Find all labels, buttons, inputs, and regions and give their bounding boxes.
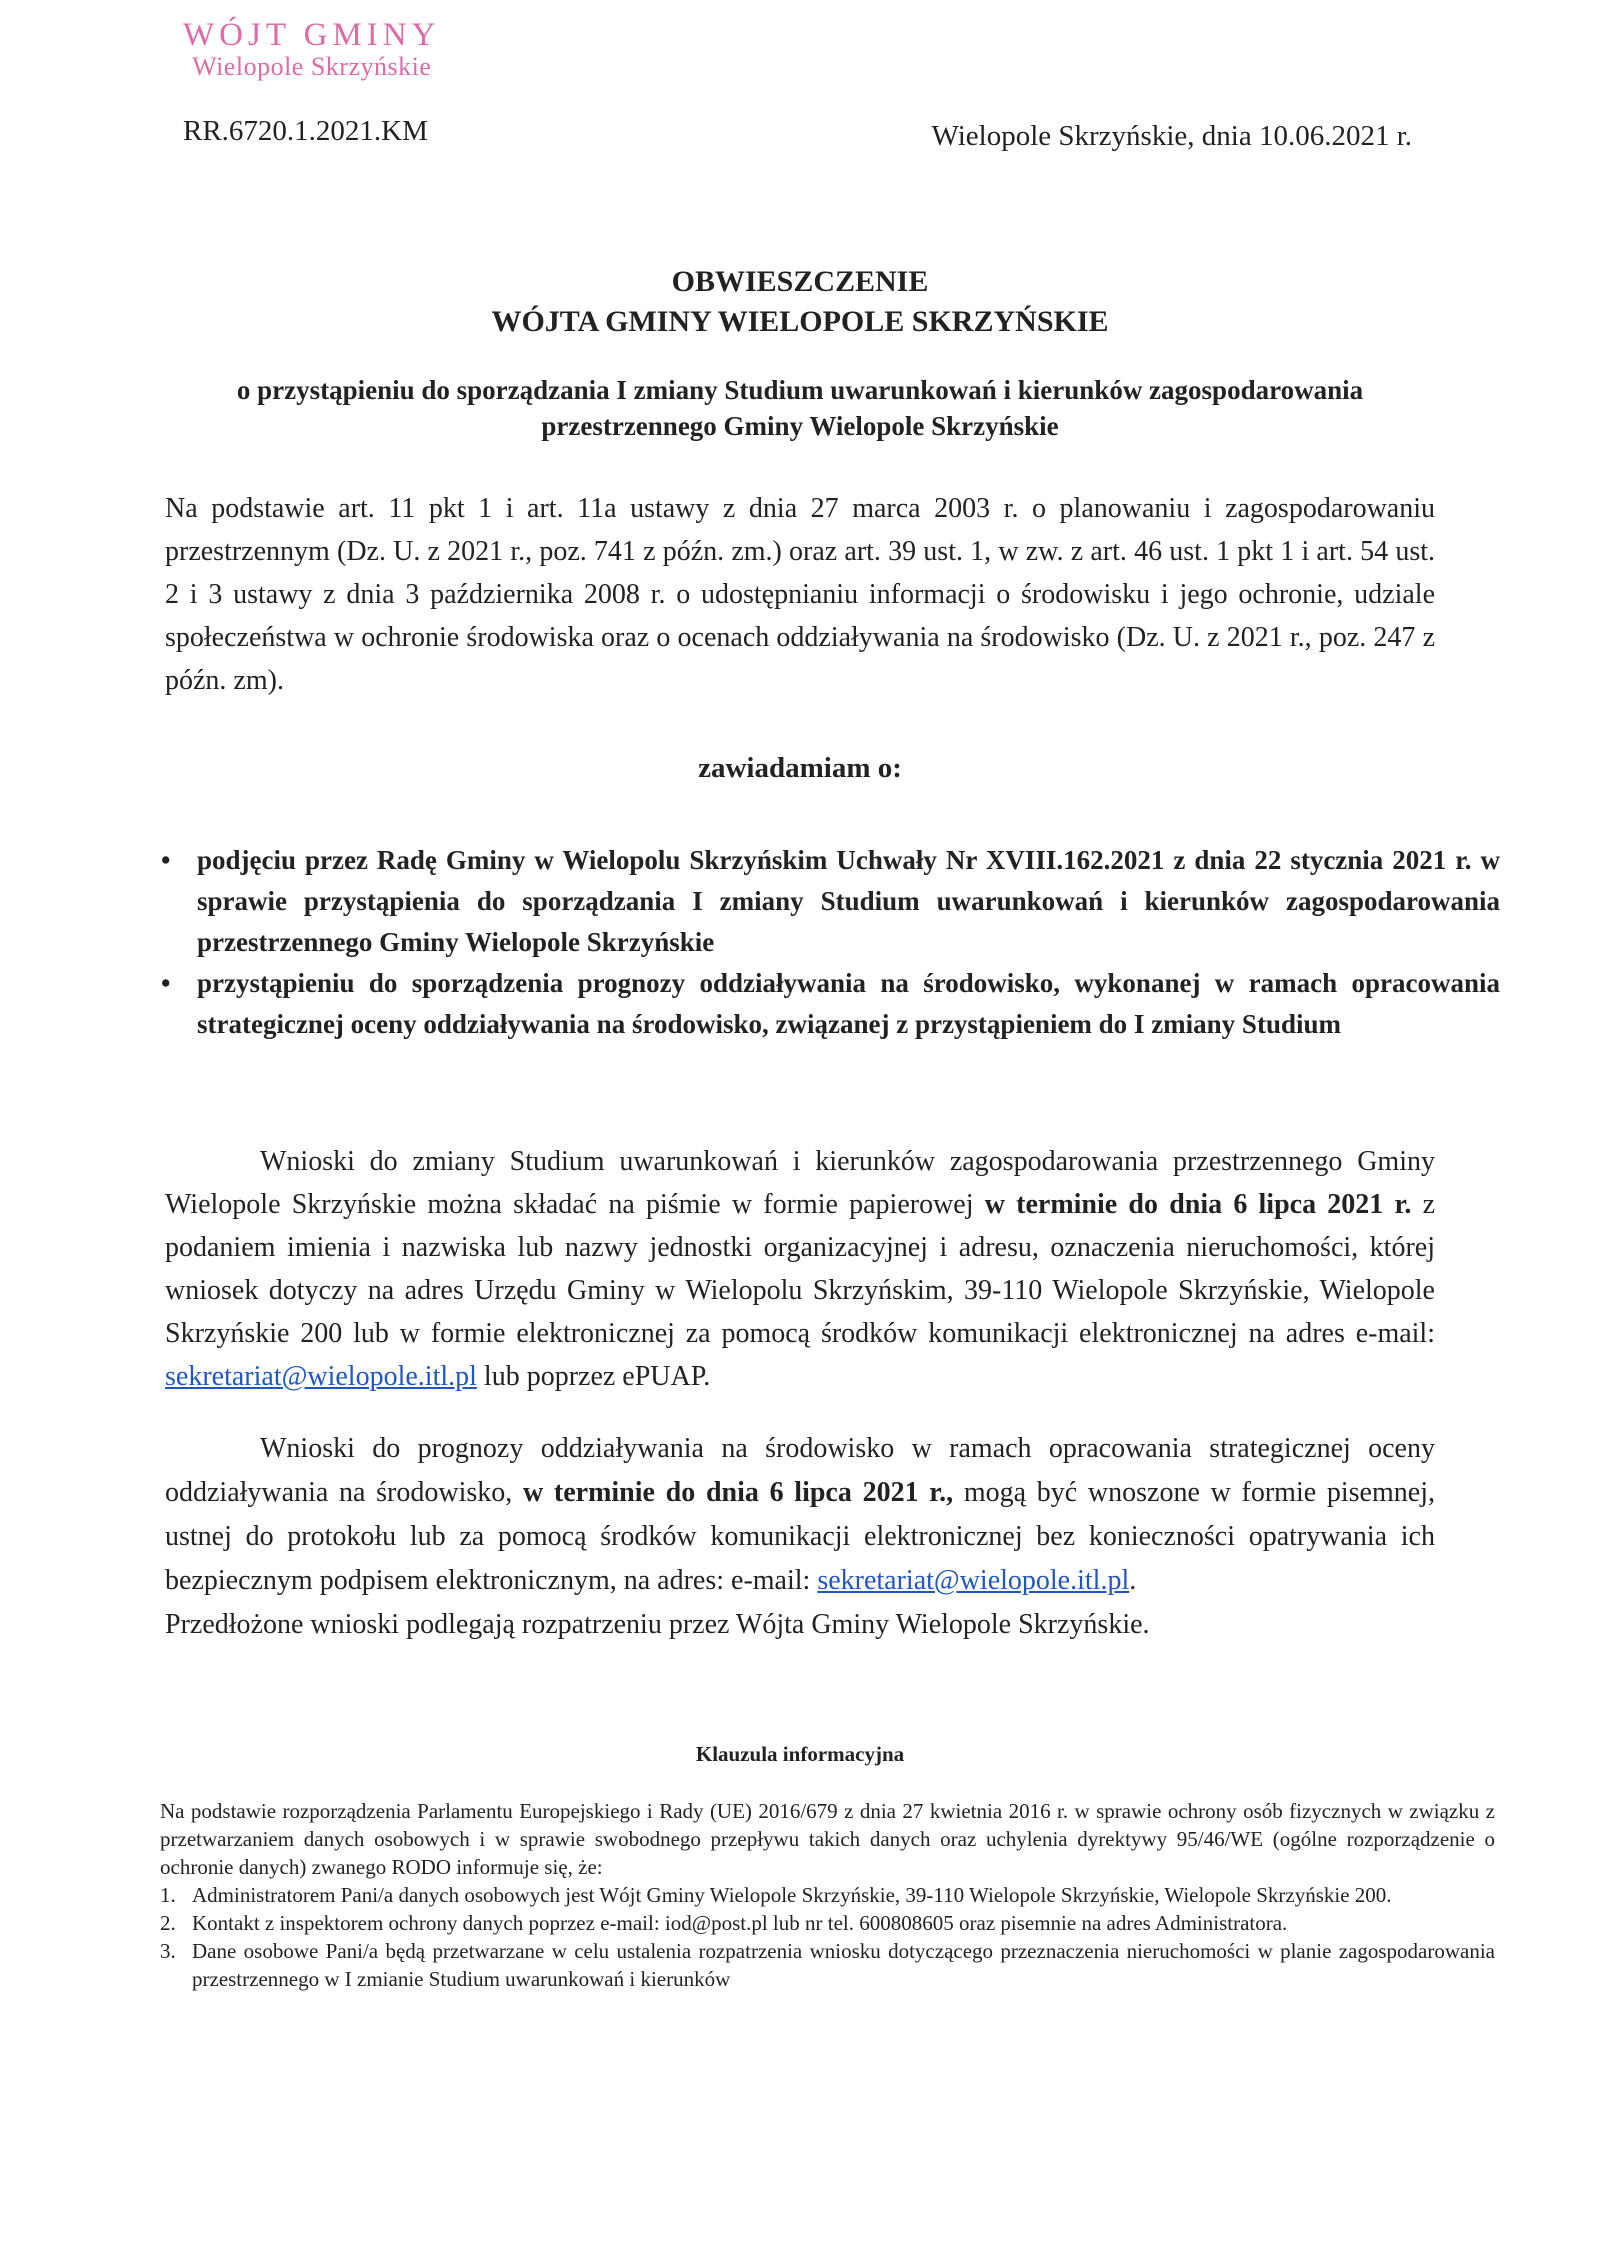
text-run: . xyxy=(1129,1565,1137,1596)
office-stamp xyxy=(183,18,440,80)
email-link[interactable]: sekretariat@wielopole.itl.pl xyxy=(165,1361,477,1392)
bullet-icon: • xyxy=(161,845,171,875)
clause-item-number: 3. xyxy=(160,1939,176,1963)
clause-list xyxy=(160,1881,1495,1993)
notice-list-item xyxy=(155,840,1500,963)
legal-basis-paragraph: Na podstawie art. 11 pkt 1 i art. 11a ustawy z dnia 27 marca 2003 r. o planowaniu i zagospodarowaniu przestrzennym (Dz. U. z 2021 r., poz. 741 z późn. zm.) oraz art. 39 ust. 1, w zw. z art. 46 ust. 1 pkt 1 i art. 54 ust. 2 i 3 ustawy z dnia 3 października 2008 r. o udostępnianiu informacji o środowisku i jego ochronie, udziale społeczeństwa w ochronie środowiska oraz o ocenach oddziaływania na środowisko (Dz. U. z 2021 r., poz. 247 z późn. zm). xyxy=(165,493,1435,696)
notice-item-text: podjęciu przez Radę Gminy w Wielopolu Skrzyńskim Uchwały Nr XVIII.162.2021 z dnia 22 stycznia 2021 r. w sprawie przystąpienia do sporządzania I zmiany Studium uwarunkowań i kierunków zagospodarowania przestrzennego Gminy Wielopole Skrzyńskie xyxy=(197,845,1500,957)
clause-item-text: Dane osobowe Pani/a będą przetwarzane w celu ustalenia rozpatrzenia wniosku dotyczącego przeznaczenia nieruchomości w planie zagospodarowania przestrzennego w I zmianie Studium uwarunkowań i kierunków xyxy=(192,1939,1495,1991)
information-clause xyxy=(160,1797,1495,1993)
deadline-text: w terminie do dnia 6 lipca 2021 r., xyxy=(522,1477,954,1508)
place-and-date: Wielopole Skrzyńskie, dnia 10.06.2021 r. xyxy=(931,120,1412,152)
title-line-1: OBWIESZCZENIE xyxy=(671,265,929,298)
clause-item-text: Administratorem Pani/a danych osobowych jest Wójt Gminy Wielopole Skrzyńskie, 39-110 Wielopole Skrzyńskie, Wielopole Skrzyńskie 200. xyxy=(192,1883,1392,1907)
clause-item-number: 1. xyxy=(160,1883,176,1907)
notice-heading: zawiadamiam o: xyxy=(698,752,902,784)
reference-number: RR.6720.1.2021.KM xyxy=(183,115,428,147)
deadline-text: w terminie do dnia 6 lipca 2021 r. xyxy=(984,1189,1412,1220)
title-line-2: WÓJTA GMINY WIELOPOLE SKRZYŃSKIE xyxy=(491,305,1109,338)
applications-paragraph xyxy=(165,1140,1435,1398)
stamp-line-2: Wielopole Skrzyńskie xyxy=(192,51,432,81)
notice-list xyxy=(155,840,1500,1045)
email-link[interactable]: sekretariat@wielopole.itl.pl xyxy=(817,1565,1130,1596)
notice-item-text: przystąpieniu do sporządzenia prognozy oddziaływania na środowisko, wykonanej w ramach opracowania strategicznej oceny oddziaływania na środowisko, związanej z przystąpieniem do I zmiany Studium xyxy=(197,968,1500,1039)
clause-item-text: Kontakt z inspektorem ochrony danych poprzez e-mail: iod@post.pl lub nr tel. 600808605 oraz pisemnie na adres Administratora. xyxy=(192,1911,1288,1935)
notice-list-item xyxy=(155,963,1500,1045)
stamp-line-1: WÓJT GMINY xyxy=(183,17,441,53)
clause-item xyxy=(160,1937,1495,1993)
text-run: Wnioski do prognozy oddziaływania na środowisko w ramach opracowania strategicznej oceny oddziaływania na środowisko, xyxy=(165,1433,1435,1508)
text-run: lub poprzez ePUAP. xyxy=(476,1361,711,1392)
clause-item-number: 2. xyxy=(160,1911,176,1935)
forecast-applications-paragraph xyxy=(165,1427,1435,1647)
text-run: z podaniem imienia i nazwiska lub nazwy jednostki organizacyjnej i adresu, oznaczenia nieruchomości, której wniosek dotyczy na adres Urzędu Gminy w Wielopolu Skrzyńskim, 39-110 Wielopole Skrzyńskie, Wielopole Skrzyńskie 200 lub w formie elektronicznej za pomocą środków komunikacji elektronicznej na adres e-mail: xyxy=(165,1189,1435,1349)
clause-title: Klauzula informacyjna xyxy=(695,1742,905,1766)
document-subtitle: o przystąpieniu do sporządzania I zmiany Studium uwarunkowań i kierunków zagospodarowania przestrzennego Gminy Wielopole Skrzyńskie xyxy=(236,375,1364,441)
text-run: mogą być wnoszone w formie pisemnej, ustnej do protokołu lub za pomocą środków komunikacji elektronicznej bez konieczności opatrywania ich bezpiecznym podpisem elektronicznym, na adres: e-mail: xyxy=(165,1477,1435,1596)
closing-sentence: Przedłożone wnioski podlegają rozpatrzeniu przez Wójta Gminy Wielopole Skrzyńskie. xyxy=(165,1609,1150,1640)
document-title xyxy=(0,262,1600,342)
text-run: Wnioski do zmiany Studium uwarunkowań i kierunków zagospodarowania przestrzennego Gminy Wielopole Skrzyńskie można składać na piśmie w formie papierowej xyxy=(165,1146,1435,1220)
clause-item xyxy=(160,1881,1495,1909)
bullet-icon: • xyxy=(161,968,171,998)
clause-item xyxy=(160,1909,1495,1937)
clause-intro: Na podstawie rozporządzenia Parlamentu Europejskiego i Rady (UE) 2016/679 z dnia 27 kwietnia 2016 r. w sprawie ochrony osób fizycznych w związku z przetwarzaniem danych osobowych i w sprawie swobodnego przepływu takich danych oraz uchylenia dyrektywy 95/46/WE (ogólne rozporządzenie o ochronie danych) zwanego RODO informuje się, że: xyxy=(160,1799,1495,1879)
